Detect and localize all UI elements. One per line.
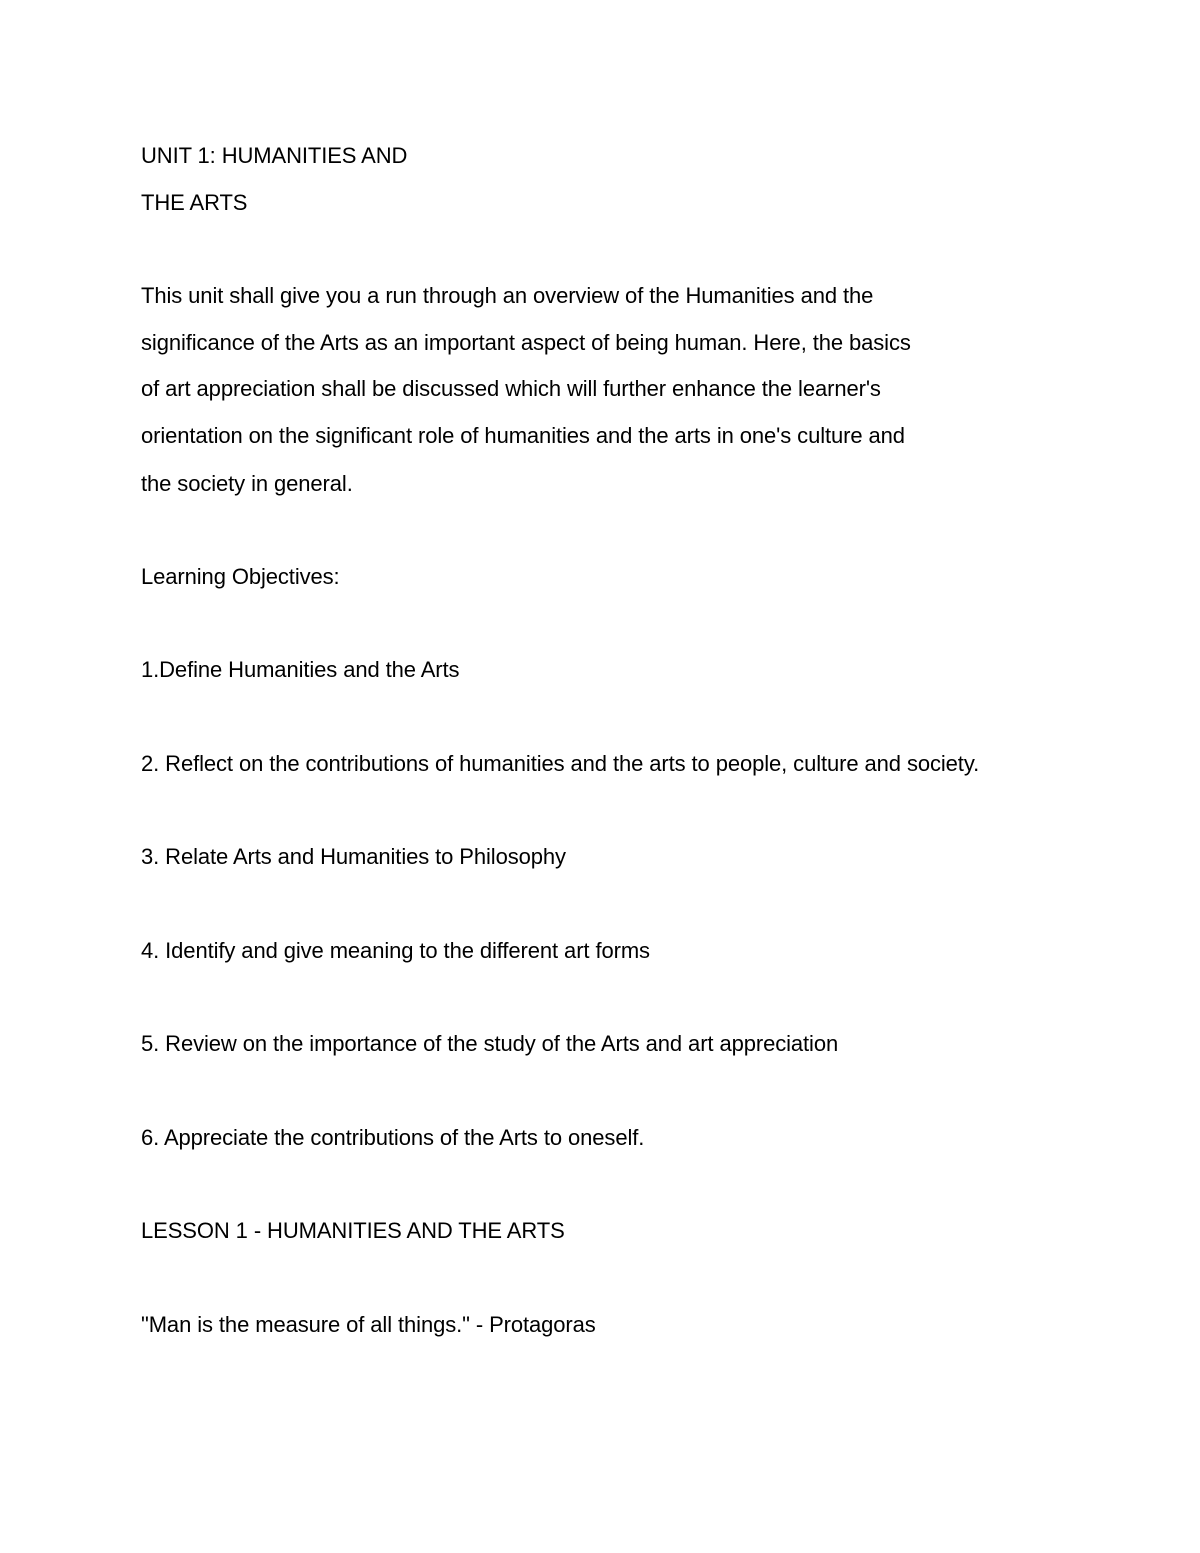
objective-item-3: 3. Relate Arts and Humanities to Philosophy <box>141 844 566 869</box>
objective-item-4: 4. Identify and give meaning to the different art forms <box>141 938 650 963</box>
lesson-quote: "Man is the measure of all things." - Protagoras <box>141 1312 596 1337</box>
intro-line-4: orientation on the significant role of humanities and the arts in one's culture and <box>141 423 905 448</box>
intro-line-2: significance of the Arts as an important aspect of being human. Here, the basics <box>141 330 911 355</box>
intro-line-3: of art appreciation shall be discussed which will further enhance the learner's <box>141 376 881 401</box>
lesson-heading: LESSON 1 - HUMANITIES AND THE ARTS <box>141 1218 565 1243</box>
intro-line-1: This unit shall give you a run through an overview of the Humanities and the <box>141 283 874 308</box>
objective-item-6: 6. Appreciate the contributions of the Arts to oneself. <box>141 1125 645 1150</box>
unit-title-line-2: THE ARTS <box>141 190 248 215</box>
unit-title-line-1: UNIT 1: HUMANITIES AND <box>141 143 408 168</box>
intro-line-5: the society in general. <box>141 471 353 496</box>
objective-item-2: 2. Reflect on the contributions of humanities and the arts to people, culture and society. <box>141 751 980 776</box>
objectives-heading: Learning Objectives: <box>141 564 340 589</box>
objective-item-5: 5. Review on the importance of the study of the Arts and art appreciation <box>141 1031 839 1056</box>
objective-item-1: 1.Define Humanities and the Arts <box>141 657 460 682</box>
